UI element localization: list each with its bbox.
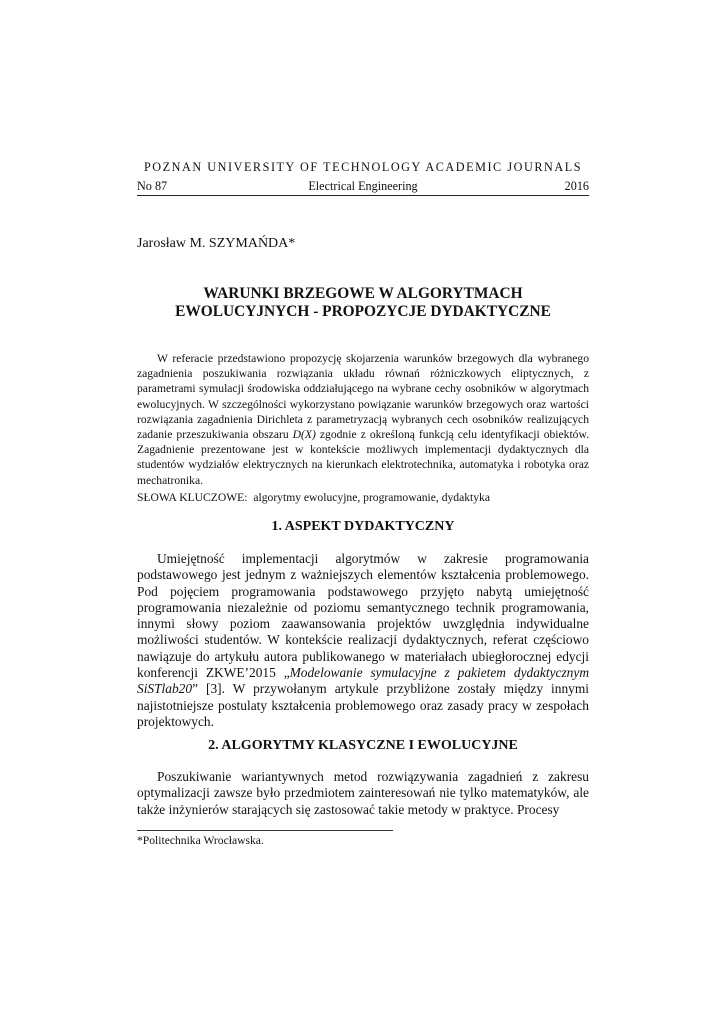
abstract-text-1: W referacie przedstawiono propozycję skojarzenia warunków brzegowych dla wybranego zagadnienia poszukiwania rozwiązania układu równań różniczkowych eliptycznych, z parametrami symulacji środowiska oddziałującego na wybrane cechy osobników w algorytmach ewolucyjnych. W szczególności wykorzystano powiązanie warunków brzegowych oraz wartości rozwiązania zagadnienia Dirichleta z parametryzacją wybranych cech osobników realizujących zadanie przeszukiwania obszaru xyxy=(137,352,589,442)
keywords-label: SŁOWA KLUCZOWE: xyxy=(137,491,248,504)
section-1-paragraph xyxy=(137,551,589,730)
paper-title xyxy=(137,285,589,321)
journal-name: POZNAN UNIVERSITY OF TECHNOLOGY ACADEMIC JOURNALS xyxy=(143,160,583,174)
keywords-text: algorytmy ewolucyjne, programowanie, dydaktyka xyxy=(253,491,490,504)
section-1-cited-title: Modelowanie symulacyjne z pakietem dydaktycznym SiSTlab20 xyxy=(137,665,589,697)
footnote-divider xyxy=(137,830,393,831)
section-1-heading: 1. ASPEKT DYDAKTYCZNY xyxy=(271,519,455,534)
section-1-text-2: ” [3]. W przywołanym artykule przybliżone zostały między innymi najistotniejsze postulaty kształcenia problemowego oraz zasady pracy w zespołach projektowych. xyxy=(137,681,589,729)
issue-header-row xyxy=(137,178,589,196)
issue-number: No 87 xyxy=(137,179,168,193)
abstract-text-2: zgodnie z określoną funkcją celu identyfikacji obiektów. Zagadnienie prezentowane jest w kontekście możliwych implementacji dydaktycznych dla studentów wydziałów elektrycznych na kierunkach elektrotechnika, automatyka i robotyka oraz mechatronika. xyxy=(137,428,589,487)
section-1-body xyxy=(137,551,589,730)
issue-year: 2016 xyxy=(564,179,589,193)
abstract-domain-symbol: D(X) xyxy=(292,428,316,442)
abstract xyxy=(137,351,589,488)
keywords xyxy=(137,490,589,505)
section-2-paragraph: Poszukiwanie wariantywnych metod rozwiązywania zagadnień z zakresu optymalizacji zawsze było przedmiotem zainteresowań nie tylko matematyków, ale także inżynierów starających się zastosować takie metody w praktyce. Procesy xyxy=(137,769,589,817)
author-name: Jarosław M. SZYMAŃDA* xyxy=(137,236,296,251)
section-2-heading: 2. ALGORYTMY KLASYCZNE I EWOLUCYJNE xyxy=(208,738,518,753)
abstract-paragraph xyxy=(137,351,589,488)
section-2-body xyxy=(137,769,589,818)
footnote: *Politechnika Wrocławska. xyxy=(137,834,264,847)
journal-field: Electrical Engineering xyxy=(308,179,418,193)
title-line-1: WARUNKI BRZEGOWE W ALGORYTMACH xyxy=(203,285,523,302)
section-1-text-1: Umiejętność implementacji algorytmów w zakresie programowania podstawowego jest jednym z ważniejszych elementów kształcenia problemowego. Pod pojęciem programowania podstawowego przyjęto nabytą umiejętność programowania niezależnie od poziomu semantycznego technik programowania, innymi słowy poziom zaawansowania projektów uwzględnia indywidualne możliwości studentów. W kontekście realizacji dydaktycznych, referat częściowo nawiązuje do artykułu autora publikowanego w materiałach ubiegłorocznej edycji konferencji ZKWE’2015 „ xyxy=(137,551,589,681)
title-line-2: EWOLUCYJNYCH - PROPOZYCJE DYDAKTYCZNE xyxy=(175,303,551,320)
